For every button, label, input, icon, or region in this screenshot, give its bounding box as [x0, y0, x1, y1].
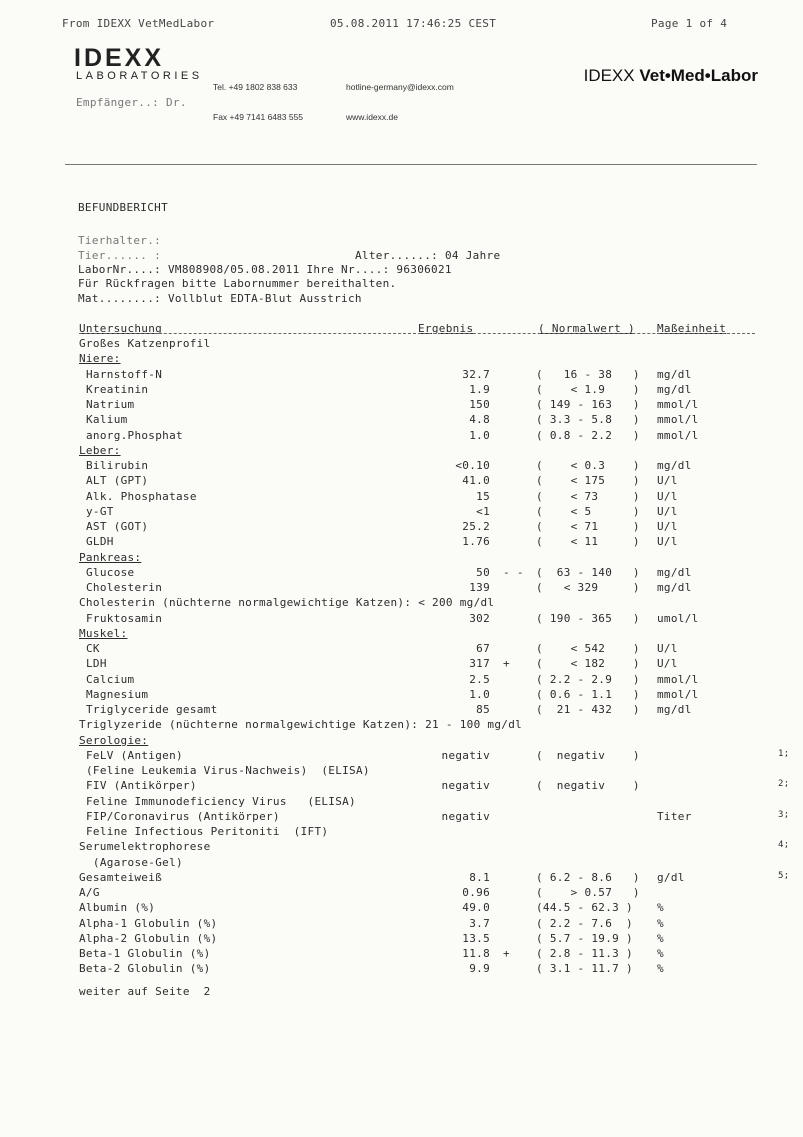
test-name: Bilirubin	[86, 459, 149, 472]
result-value: 0.96	[462, 886, 490, 899]
unit-label: %	[657, 916, 664, 930]
table-row	[0, 886, 803, 901]
table-row	[0, 932, 803, 947]
result-value: 50	[476, 565, 490, 579]
test-name: Glucose	[86, 565, 135, 579]
result-value: 49.0	[462, 901, 490, 915]
section-label: Muskel:	[79, 626, 128, 640]
reference-range: ( 3.1 - 11.7 )	[536, 962, 633, 976]
test-name: Cholesterin (nüchterne normalgewichtige Katzen): < 200 mg/dl	[79, 596, 495, 610]
result-flag: - -	[503, 565, 524, 579]
footnote-marker: 4;	[778, 840, 790, 851]
unit-label: g/dl	[657, 870, 685, 884]
unit-label: %	[657, 947, 664, 960]
result-flag: +	[503, 947, 510, 960]
unit-label: U/l	[657, 535, 678, 549]
section-label: Leber:	[79, 443, 121, 457]
unit-label: %	[657, 931, 664, 945]
result-value: 9.9	[469, 962, 490, 976]
unit-label: %	[657, 962, 664, 976]
table-row	[0, 566, 803, 581]
reference-range: ( 2.8 - 11.3 )	[536, 947, 633, 960]
owner-line: Tierhalter.:	[78, 234, 162, 247]
table-row	[0, 962, 803, 977]
reference-range: (44.5 - 62.3 )	[536, 901, 633, 915]
unit-label: U/l	[657, 474, 678, 488]
header-underline	[79, 333, 755, 334]
test-name: FeLV (Antigen)	[86, 748, 183, 762]
fax-page-number: Page 1 of 4	[651, 17, 728, 30]
result-value: 41.0	[462, 474, 490, 488]
recipient-line: Empfänger..: Dr.	[76, 96, 187, 109]
result-value: 2.5	[469, 672, 490, 686]
test-name: CK	[86, 642, 100, 655]
result-value: 85	[476, 703, 490, 716]
col-header-unit: Maßeinheit	[657, 322, 727, 335]
unit-label: mg/dl	[657, 367, 692, 381]
unit-label: mg/dl	[657, 703, 692, 716]
test-name: ALT (GPT)	[86, 474, 149, 488]
animal-line: Tier...... :	[78, 249, 162, 262]
table-row	[0, 398, 803, 413]
reference-range: ( < 71 )	[536, 520, 640, 533]
idexx-logo-subtitle: LABORATORIES	[76, 70, 203, 82]
result-value: 1.9	[469, 382, 490, 396]
reference-range: ( 0.6 - 1.1 )	[536, 687, 640, 701]
reference-range: ( < 329 )	[536, 581, 640, 594]
contact-fax: Fax +49 7141 6483 555	[213, 112, 304, 122]
table-row	[0, 673, 803, 688]
idexx-logo: IDEXX	[74, 44, 165, 72]
unit-label: U/l	[657, 489, 678, 503]
table-row	[0, 840, 803, 855]
result-value: negativ	[441, 779, 490, 793]
result-value: 1.0	[469, 687, 490, 701]
test-name: LDH	[86, 657, 107, 671]
result-value: 8.1	[469, 870, 490, 884]
reference-range: ( 2.2 - 2.9 )	[536, 672, 640, 686]
unit-label: U/l	[657, 642, 678, 655]
section-heading	[0, 444, 803, 459]
contact-email-web	[346, 62, 454, 132]
report-title: BEFUNDBERICHT	[78, 201, 168, 214]
result-value: negativ	[441, 748, 490, 762]
results-table-header	[0, 322, 803, 337]
table-row	[0, 581, 803, 596]
table-row	[0, 596, 803, 611]
test-name: Gesamteiweiß	[79, 870, 163, 884]
unit-label: mmol/l	[657, 428, 699, 442]
result-value: 1.76	[462, 535, 490, 549]
contact-phone-fax	[213, 62, 303, 132]
table-row	[0, 901, 803, 916]
unit-label: U/l	[657, 657, 678, 671]
table-row	[0, 612, 803, 627]
section-heading	[0, 734, 803, 749]
test-name: Natrium	[86, 398, 135, 411]
table-row	[0, 505, 803, 520]
material-line: Mat........: Vollblut EDTA-Blut Ausstrich	[78, 292, 362, 305]
result-value: 1.0	[469, 428, 490, 442]
unit-label: %	[657, 901, 664, 915]
callback-note: Für Rückfragen bitte Labornummer bereithalten.	[78, 277, 397, 290]
brand-prefix: IDEXX	[583, 66, 640, 85]
result-value: 25.2	[462, 520, 490, 533]
labor-number-line: LaborNr....: VM808908/05.08.2011 Ihre Nr....: 96306021	[78, 263, 452, 276]
unit-label: umol/l	[657, 611, 699, 625]
section-heading	[0, 352, 803, 367]
reference-range: ( < 175 )	[536, 474, 640, 488]
test-name: Alpha-1 Globulin (%)	[79, 916, 218, 930]
result-value: <1	[476, 504, 490, 518]
table-row	[0, 474, 803, 489]
unit-label: mg/dl	[657, 382, 692, 396]
result-value: 317	[469, 657, 490, 671]
result-value: 32.7	[462, 367, 490, 381]
reference-range: ( 6.2 - 8.6 )	[536, 870, 640, 884]
reference-range: ( negativ )	[536, 779, 640, 793]
table-row	[0, 413, 803, 428]
col-header-reference: ( Normalwert )	[538, 322, 635, 335]
test-name: FIV (Antikörper)	[86, 779, 197, 793]
table-row	[0, 718, 803, 733]
result-value: 4.8	[469, 413, 490, 427]
table-row	[0, 871, 803, 886]
test-name: AST (GOT)	[86, 520, 149, 533]
footnote-marker: 5;	[778, 870, 790, 881]
table-row	[0, 764, 803, 779]
col-header-result: Ergebnis	[418, 322, 474, 335]
contact-tel: Tel. +49 1802 838 633	[213, 82, 298, 92]
unit-label: Titer	[657, 809, 692, 823]
brand-bold: Vet•Med•Labor	[639, 66, 758, 85]
section-heading	[0, 627, 803, 642]
unit-label: U/l	[657, 520, 678, 533]
table-row	[0, 642, 803, 657]
fax-sender: From IDEXX VetMedLabor	[62, 17, 215, 30]
reference-range: ( 2.2 - 7.6 )	[536, 916, 633, 930]
table-row	[0, 337, 803, 352]
test-name: Kreatinin	[86, 382, 149, 396]
col-header-test: Untersuchung	[79, 322, 163, 335]
test-name: Serumelektrophorese	[79, 840, 211, 854]
reference-range: ( 190 - 365 )	[536, 611, 640, 625]
unit-label: mg/dl	[657, 581, 692, 594]
section-label: Niere:	[79, 352, 121, 366]
test-name: Feline Infectious Peritoniti (IFT)	[86, 825, 329, 838]
result-value: 139	[469, 581, 490, 594]
table-row	[0, 703, 803, 718]
section-label: Pankreas:	[79, 550, 142, 564]
test-name: (Agarose-Gel)	[86, 855, 183, 869]
table-row	[0, 383, 803, 398]
test-name: Magnesium	[86, 687, 149, 701]
test-name: Kalium	[86, 413, 128, 427]
reference-range: ( 21 - 432 )	[536, 703, 640, 716]
table-row	[0, 779, 803, 794]
section-heading	[0, 551, 803, 566]
table-row	[0, 795, 803, 810]
table-row	[0, 856, 803, 871]
result-value: negativ	[441, 809, 490, 823]
result-value: 67	[476, 642, 490, 655]
table-row	[0, 657, 803, 672]
unit-label: mmol/l	[657, 398, 699, 411]
result-value: 15	[476, 489, 490, 503]
contact-email: hotline-germany@idexx.com	[346, 82, 454, 92]
reference-range: ( < 1.9 )	[536, 382, 640, 396]
result-flag: +	[503, 657, 510, 671]
reference-range: ( 0.8 - 2.2 )	[536, 428, 640, 442]
table-row	[0, 688, 803, 703]
unit-label: U/l	[657, 504, 678, 518]
test-name: Beta-1 Globulin (%)	[79, 947, 211, 960]
reference-range: ( 3.3 - 5.8 )	[536, 413, 640, 427]
section-label: Serologie:	[79, 733, 149, 747]
test-name: Triglyzeride (nüchterne normalgewichtige Katzen): 21 - 100 mg/dl	[79, 718, 523, 732]
reference-range: ( 16 - 38 )	[536, 367, 640, 381]
result-value: 13.5	[462, 931, 490, 945]
reference-range: ( negativ )	[536, 748, 640, 762]
result-value: 11.8	[462, 947, 490, 960]
footnote-marker: 3;	[778, 809, 790, 820]
test-name: A/G	[79, 886, 100, 899]
test-name: anorg.Phosphat	[86, 428, 183, 442]
result-value: <0.10	[455, 459, 490, 472]
table-row	[0, 810, 803, 825]
reference-range: ( < 0.3 )	[536, 459, 640, 472]
reference-range: ( < 5 )	[536, 504, 640, 518]
test-name: (Feline Leukemia Virus-Nachweis) (ELISA)	[86, 764, 370, 777]
footnote-marker: 2;	[778, 779, 790, 790]
unit-label: mg/dl	[657, 565, 692, 579]
reference-range: ( 63 - 140 )	[536, 565, 640, 579]
table-row	[0, 429, 803, 444]
table-row	[0, 749, 803, 764]
test-name: Calcium	[86, 672, 135, 686]
reference-range: ( 149 - 163 )	[536, 398, 640, 411]
unit-label: mmol/l	[657, 413, 699, 427]
continue-note: weiter auf Seite 2	[79, 985, 211, 998]
reference-range: ( < 542 )	[536, 642, 640, 655]
reference-range: ( > 0.57 )	[536, 886, 640, 899]
table-row	[0, 917, 803, 932]
unit-label: mmol/l	[657, 687, 699, 701]
test-name: Großes Katzenprofil	[79, 337, 211, 350]
result-value: 150	[469, 398, 490, 411]
footnote-marker: 1;	[778, 748, 790, 759]
test-name: Triglyceride gesamt	[86, 703, 218, 716]
test-name: y-GT	[86, 504, 114, 518]
reference-range: ( < 73 )	[536, 489, 640, 503]
reference-range: ( < 11 )	[536, 535, 640, 549]
test-name: Fruktosamin	[86, 611, 163, 625]
table-row	[0, 535, 803, 550]
result-value: 3.7	[469, 916, 490, 930]
test-name: Alk. Phosphatase	[86, 489, 197, 503]
fax-datetime: 05.08.2011 17:46:25 CEST	[330, 17, 497, 30]
table-row	[0, 459, 803, 474]
age-line: Alter......: 04 Jahre	[355, 249, 501, 262]
test-name: Beta-2 Globulin (%)	[79, 962, 211, 976]
test-name: Harnstoff-N	[86, 367, 163, 381]
unit-label: mg/dl	[657, 459, 692, 472]
header-divider	[65, 164, 757, 165]
test-name: Feline Immunodeficiency Virus (ELISA)	[86, 794, 356, 808]
test-name: GLDH	[86, 535, 114, 549]
table-row	[0, 825, 803, 840]
test-name: FIP/Coronavirus (Antikörper)	[86, 809, 280, 823]
contact-web: www.idexx.de	[346, 112, 398, 122]
reference-range: ( < 182 )	[536, 657, 640, 671]
table-row	[0, 520, 803, 535]
table-row	[0, 490, 803, 505]
unit-label: mmol/l	[657, 672, 699, 686]
table-row	[0, 947, 803, 962]
test-name: Albumin (%)	[79, 901, 156, 915]
test-name: Cholesterin	[86, 581, 163, 594]
result-value: 302	[469, 611, 490, 625]
table-row	[0, 368, 803, 383]
reference-range: ( 5.7 - 19.9 )	[536, 931, 633, 945]
vetmedlabor-brand	[584, 66, 758, 86]
test-name: Alpha-2 Globulin (%)	[79, 931, 218, 945]
